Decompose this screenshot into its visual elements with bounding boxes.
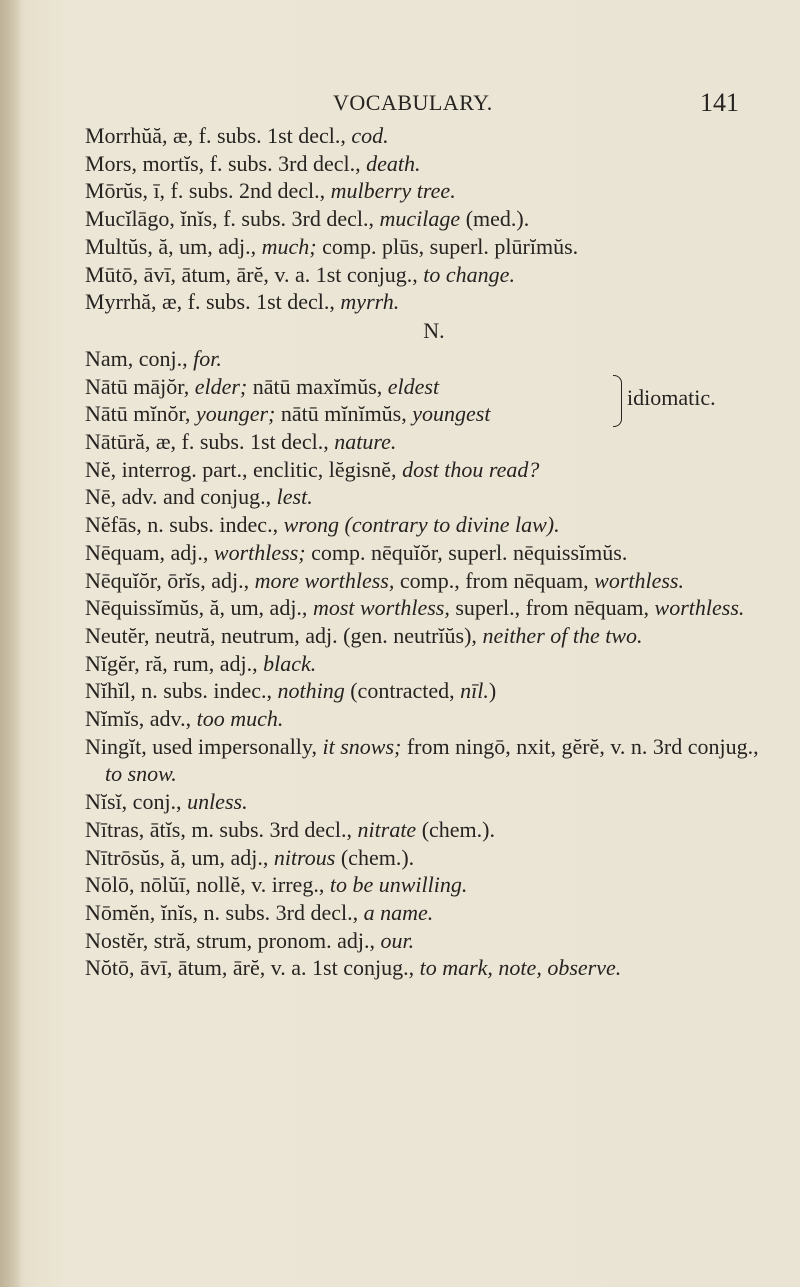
entry-headword: Nĭsĭ, conj., [85,789,188,815]
entry-gloss: nitrate [357,816,417,842]
entry-gloss: worthless. [594,567,684,593]
entries-n-part2 [85,428,775,982]
vocab-entry [85,844,775,872]
entry-gloss: unless. [187,789,248,815]
entry-gloss: too much. [196,706,284,732]
entry-gloss: lest. [276,484,313,510]
entry-gloss: to mark, note, observe. [419,955,622,981]
entry-headword: Nĭmĭs, adv., [85,706,197,732]
entry-grammar: comp. nēquĭŏr, superl. nēquissĭmŭs. [305,539,628,565]
vocab-entry [85,345,775,373]
page-number: 141 [700,88,739,117]
entry-headword: Nōmĕn, ĭnĭs, n. subs. 3rd decl., [85,899,364,925]
vocab-entry [85,677,775,705]
entry-gloss: it snows; [322,733,402,759]
vocab-entry [85,428,775,456]
entry-gloss: death. [366,150,421,176]
entry-grammar: comp., from nēquam, [394,567,595,593]
entry-grammar: (contracted, [344,678,461,704]
vocab-entry [85,511,775,539]
entry-grammar: nātū mĭnĭmŭs, [275,401,413,427]
entry-gloss: a name. [363,899,434,925]
entry-headword: Nēquissĭmŭs, ă, um, adj., [85,595,313,621]
entry-gloss: nothing [277,678,345,704]
entry-gloss: our. [380,927,415,953]
vocab-entry [85,456,775,484]
vocab-entry [85,150,775,178]
entry-headword: Nītrōsŭs, ă, um, adj., [85,844,274,870]
entry-grammar: (med.). [460,206,530,232]
entry-headword: Nē, adv. and conjug., [85,484,277,510]
entry-gloss: nature. [334,429,397,455]
vocab-entry [85,788,775,816]
entry-gloss: elder; [194,373,248,399]
vocab-entry [85,871,775,899]
idiomatic-note: idiomatic. [627,384,716,410]
entries-m [85,122,775,316]
entry-headword: Nĕfās, n. subs. indec., [85,512,284,538]
vocab-entry [85,483,775,511]
entry-headword: Nĕ, interrog. part., enclitic, lĕgisnĕ, [85,456,403,482]
vocab-entry [85,288,775,316]
vocab-entry [85,177,775,205]
entry-gloss: cod. [351,123,389,148]
vocabulary-list [85,122,775,982]
vocab-entry [85,261,775,289]
running-head: VOCABULARY. [333,90,493,115]
entry-gloss: wrong (contrary to divine law). [283,512,560,538]
entry-gloss: more worthless, [254,567,395,593]
vocab-entry [85,899,775,927]
entry-headword: Mors, mortĭs, f. subs. 3rd decl., [85,150,367,176]
entry-grammar: from ningō, nxit, gĕrĕ, v. n. 3rd conjug., [401,733,759,759]
entry-headword: Neutĕr, neutră, neutrum, adj. (gen. neutrĭŭs), [85,622,483,648]
vocab-entry [85,622,775,650]
entry-gloss: to change. [423,261,515,287]
entry-headword: Mōrŭs, ī, f. subs. 2nd decl., [85,178,331,204]
entry-headword: Ningĭt, used impersonally, [85,733,323,759]
entry-grammar: comp. plūs, superl. plūrĭmŭs. [316,233,579,259]
vocab-entry [85,650,775,678]
entry-headword: Nātūră, æ, f. subs. 1st decl., [85,429,335,455]
vocab-entry [85,705,775,733]
entry-gloss: mucilage [379,206,461,232]
entry-gloss: younger; [195,401,276,427]
vocab-entry [85,816,775,844]
entry-headword: Nēquĭŏr, ōrĭs, adj., [85,567,255,593]
entry-gloss: eldest [387,373,440,399]
entry-headword: Morrhŭă, æ, f. subs. 1st decl., [85,123,352,148]
entry-headword: Nĭhĭl, n. subs. indec., [85,678,278,704]
entry-gloss: much; [261,233,317,259]
vocab-entry [85,122,775,150]
entry-headword: Nēquam, adj., [85,539,214,565]
entry-grammar: ) [488,678,497,704]
entry-gloss: youngest [412,401,491,427]
entry-gloss: worthless. [654,595,745,621]
vocab-entry [85,539,775,567]
entry-headword: Nātū mĭnŏr, [85,401,196,427]
entry-gloss: nīl. [460,678,489,704]
entry-gloss: nitrous [273,844,336,870]
entry-headword: Nŏtō, āvī, ātum, ārĕ, v. a. 1st conjug., [85,955,420,981]
section-letter-n: N. [423,317,445,343]
entry-headword: Mūtō, āvī, ātum, ārĕ, v. a. 1st conjug., [85,261,424,287]
entry-headword: Mucĭlāgo, ĭnĭs, f. subs. 3rd decl., [85,206,380,232]
idiomatic-group [85,373,775,428]
entry-headword: Multŭs, ă, um, adj., [85,233,262,259]
entry-grammar: nātū maxĭmŭs, [247,373,388,399]
entry-headword: Nōlō, nōlŭī, nollĕ, v. irreg., [85,872,330,898]
vocab-entry [85,733,775,788]
vocab-entry [85,567,775,595]
entry-gloss: for. [193,345,222,371]
entry-gloss: neither of the two. [482,622,643,648]
entry-gloss: to snow. [105,761,177,787]
entry-gloss: most worthless, [312,595,450,621]
vocab-entry [85,594,775,622]
entry-headword: Nītras, ātĭs, m. subs. 3rd decl., [85,816,358,842]
entry-headword: Nam, conj., [85,345,194,371]
vocab-entry [85,927,775,955]
entry-grammar: superl., from nēquam, [449,595,655,621]
entry-headword: Nātū mājŏr, [85,373,195,399]
entry-gloss: myrrh. [340,289,400,315]
curly-bracket [613,375,622,427]
entry-headword: Myrrhă, æ, f. subs. 1st decl., [85,289,341,315]
entries-n-part1 [85,345,775,373]
vocab-entry [85,205,775,233]
page-gutter-shadow [0,0,22,1287]
entry-headword: Nĭgĕr, ră, rum, adj., [85,650,264,676]
entry-gloss: mulberry tree. [330,178,456,204]
entry-gloss: to be unwilling. [329,872,468,898]
vocab-entry [85,954,775,982]
entry-gloss: dost thou read? [402,456,540,482]
vocab-entry [85,233,775,261]
entry-gloss: black. [263,650,317,676]
entry-grammar: (chem.). [335,844,415,870]
entry-headword: Nostĕr, stră, strum, pronom. adj., [85,927,381,953]
entry-gloss: worthless; [213,539,306,565]
entry-grammar: (chem.). [416,816,495,842]
